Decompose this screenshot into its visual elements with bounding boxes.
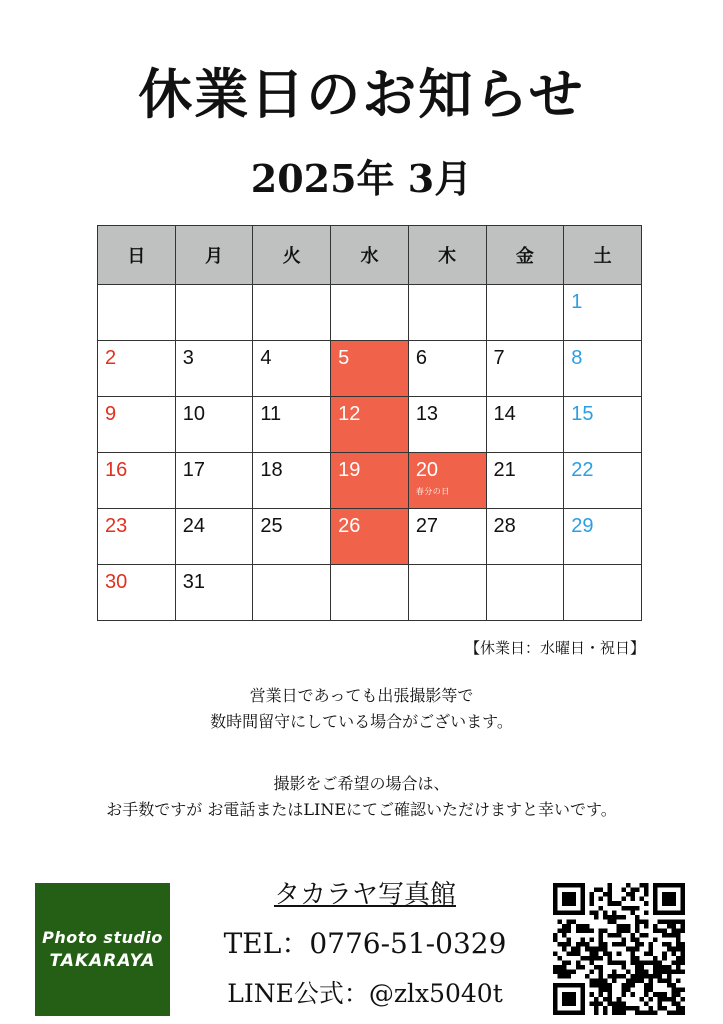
day-number: 1 [571, 291, 583, 313]
day-number: 15 [571, 403, 594, 425]
day-number: 25 [260, 515, 283, 537]
calendar-day-cell [331, 397, 409, 453]
calendar-day-cell [98, 509, 176, 565]
day-number: 7 [493, 347, 505, 369]
notice-line: 営業日であっても出張撮影等で [249, 686, 474, 705]
calendar-day-cell [564, 285, 642, 341]
calendar-day-cell [98, 565, 176, 621]
qr-code-icon[interactable] [553, 883, 685, 1015]
calendar-week-row [98, 509, 642, 565]
day-number: 22 [571, 459, 594, 481]
logo-line1: Photo studio [42, 928, 163, 947]
studio-name: タカラヤ写真館 [273, 880, 456, 910]
calendar-day-cell [486, 341, 564, 397]
holiday-note: 春分の日 [415, 487, 450, 496]
notice-contact-request [0, 771, 723, 823]
day-number: 4 [260, 347, 272, 369]
day-number: 16 [105, 459, 128, 481]
calendar-day-cell [98, 341, 176, 397]
calendar-week-row [98, 565, 642, 621]
day-number: 23 [105, 515, 128, 537]
calendar-day-cell [408, 453, 486, 509]
calendar-day-cell [486, 453, 564, 509]
day-number: 5 [338, 347, 350, 369]
calendar-empty-cell [253, 565, 331, 621]
calendar-empty-cell [408, 565, 486, 621]
calendar-day-cell [408, 509, 486, 565]
day-number: 8 [571, 347, 583, 369]
calendar-week-row [98, 285, 642, 341]
weekday-header: 月 [175, 226, 253, 285]
day-number: 17 [182, 459, 205, 481]
day-number: 31 [182, 571, 205, 593]
day-number: 26 [338, 515, 361, 537]
day-number: 2 [105, 347, 117, 369]
calendar-day-cell [175, 565, 253, 621]
calendar-day-cell [175, 453, 253, 509]
calendar-day-cell [253, 509, 331, 565]
weekday-header: 木 [408, 226, 486, 285]
calendar-day-cell [253, 397, 331, 453]
weekday-header: 金 [486, 226, 564, 285]
calendar-day-cell [175, 509, 253, 565]
day-number: 29 [571, 515, 594, 537]
calendar-week-row [98, 341, 642, 397]
day-number: 13 [415, 403, 439, 425]
calendar-day-cell [98, 453, 176, 509]
notice-line: 撮影をご希望の場合は、 [273, 774, 450, 793]
weekday-header: 火 [253, 226, 331, 285]
notice-business-trip [0, 683, 723, 735]
calendar-day-cell [564, 453, 642, 509]
phone-number[interactable]: TEL：0776-51-0329 [223, 927, 507, 960]
weekday-header: 土 [564, 226, 642, 285]
day-number: 30 [105, 571, 128, 593]
calendar-empty-cell [564, 565, 642, 621]
calendar-empty-cell [331, 285, 409, 341]
calendar-day-cell [331, 453, 409, 509]
calendar-empty-cell [408, 285, 486, 341]
calendar-day-cell [408, 397, 486, 453]
calendar-day-cell [253, 453, 331, 509]
calendar-day-cell [98, 397, 176, 453]
line-account[interactable]: LINE公式：@zlx5040t [227, 979, 503, 1008]
calendar-day-cell [564, 509, 642, 565]
calendar-empty-cell [253, 285, 331, 341]
notice-line: お手数ですが お電話またはLINEにてご確認いただけますと幸いです。 [106, 800, 617, 819]
calendar-day-cell [331, 341, 409, 397]
calendar-day-cell [253, 341, 331, 397]
calendar-day-cell [486, 397, 564, 453]
day-number: 12 [338, 403, 361, 425]
day-number: 27 [415, 515, 439, 537]
calendar-empty-cell [175, 285, 253, 341]
day-number: 24 [182, 515, 205, 537]
calendar-day-cell [175, 397, 253, 453]
day-number: 9 [105, 403, 117, 425]
weekday-header: 水 [331, 226, 409, 285]
page-title: 休業日のお知らせ [138, 62, 585, 126]
calendar-day-cell [408, 341, 486, 397]
calendar-day-cell [175, 341, 253, 397]
day-number: 20 [415, 459, 439, 481]
calendar-empty-cell [486, 285, 564, 341]
day-number: 18 [260, 459, 283, 481]
calendar-empty-cell [486, 565, 564, 621]
day-number: 19 [338, 459, 361, 481]
calendar-day-cell [564, 397, 642, 453]
calendar-day-cell [486, 509, 564, 565]
calendar-week-row [98, 397, 642, 453]
calendar-empty-cell [98, 285, 176, 341]
calendar-table [97, 225, 642, 621]
calendar-empty-cell [331, 565, 409, 621]
month-heading: 2025年 3月 [250, 156, 473, 201]
calendar-day-cell [331, 509, 409, 565]
day-number: 21 [493, 459, 516, 481]
closed-days-legend: 【休業日：水曜日・祝日】 [464, 639, 645, 657]
day-number: 14 [493, 403, 516, 425]
day-number: 10 [182, 403, 205, 425]
day-number: 6 [415, 347, 427, 369]
day-number: 3 [182, 347, 194, 369]
day-number: 28 [493, 515, 516, 537]
notice-line: 数時間留守にしている場合がございます。 [210, 712, 513, 731]
weekday-header-row [98, 226, 642, 285]
day-number: 11 [260, 403, 282, 425]
logo-line2: TAKARAYA [49, 951, 156, 971]
studio-logo [35, 883, 170, 1016]
weekday-header: 日 [98, 226, 176, 285]
calendar-day-cell [564, 341, 642, 397]
calendar-week-row [98, 453, 642, 509]
